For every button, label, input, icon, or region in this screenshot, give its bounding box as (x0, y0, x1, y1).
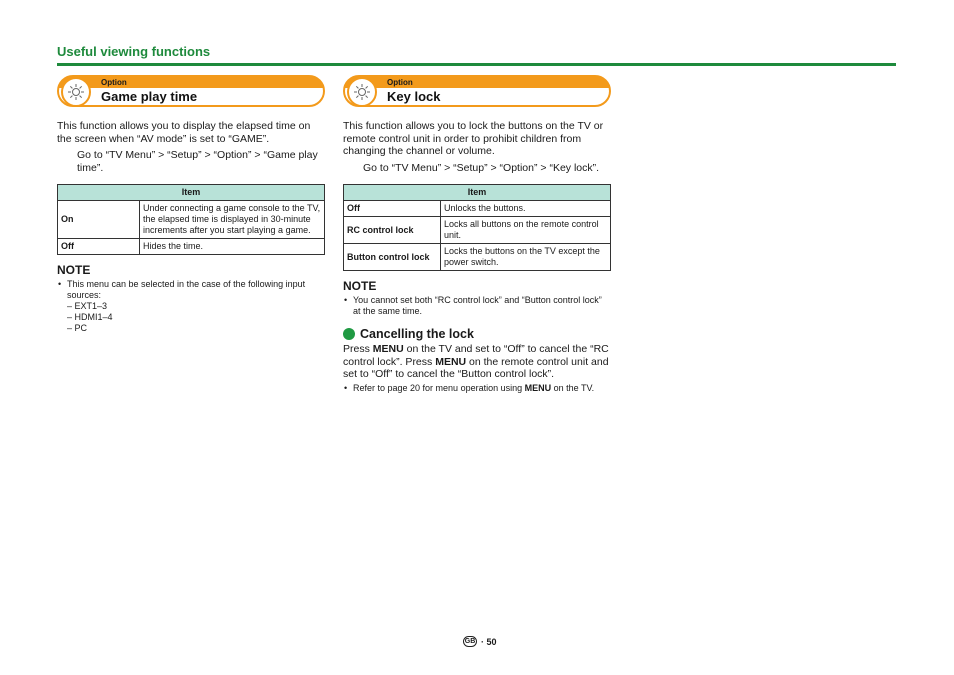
table-row (344, 201, 611, 217)
table-header: Item (344, 185, 611, 201)
note-subitem: – PC (67, 323, 88, 333)
note-subitem: – EXT1–3 (67, 301, 108, 311)
option-tag-label: Option (387, 78, 413, 87)
row-desc: Locks the buttons on the TV except the power switch. (441, 244, 611, 271)
note-item: • This menu can be selected in the case of the following input sources: (57, 279, 325, 301)
page-footer (463, 636, 497, 647)
option-tag-label: Option (101, 78, 127, 87)
note-subitem: – HDMI1–4 (67, 312, 113, 322)
text-span: on the remote control unit and set to “Off” to cancel the “Button control lock”. (343, 355, 609, 380)
game-play-time-intro: This function allows you to display the elapsed time on the screen when “AV mode” is set to “GAME”. (57, 120, 311, 145)
text-span: on the TV and set to “Off” to cancel the “RC control lock”. Press (343, 343, 609, 368)
game-play-time-title: Game play time (101, 89, 198, 104)
region-badge: GB (464, 638, 476, 645)
note-item: • You cannot set both “RC control lock” and “Button control lock” at the same time. (343, 295, 611, 317)
game-play-time-path: Go to “TV Menu” > “Setup” > “Option” > “Game play time”. (77, 149, 318, 174)
option-gear-icon (61, 77, 91, 107)
row-desc: Under connecting a game console to the TV, the elapsed time is displayed in 30-minute increments after you start playing a game. (140, 201, 325, 239)
note-list (343, 295, 611, 317)
game-play-time-header (57, 75, 325, 107)
row-label: Off (58, 239, 140, 255)
menu-keyword: MENU (435, 355, 467, 368)
row-label: RC control lock (344, 217, 441, 244)
row-desc: Unlocks the buttons. (441, 201, 611, 217)
cancelling-lock-title: Cancelling the lock (360, 327, 474, 341)
game-play-time-column (57, 75, 325, 334)
option-tag-bar (59, 77, 323, 88)
row-label: Off (344, 201, 441, 217)
key-lock-table (343, 184, 611, 271)
key-lock-intro: This function allows you to lock the buttons on the TV or remote control unit in order to prohibit children from changing the channel or volume. (343, 120, 604, 157)
table-header: Item (58, 185, 325, 201)
row-desc: Locks all buttons on the remote control unit. (441, 217, 611, 244)
menu-keyword: MENU (524, 382, 552, 393)
option-tag-bar (345, 77, 609, 88)
key-lock-column (343, 75, 611, 394)
row-label: Button control lock (344, 244, 441, 271)
green-dot-icon (343, 328, 355, 340)
page-number: · 50 (481, 636, 497, 647)
menu-keyword: MENU (372, 343, 404, 355)
table-row (58, 201, 325, 239)
text-span: Refer to page 20 for menu operation using (353, 382, 525, 393)
row-desc: Hides the time. (140, 239, 325, 255)
row-label: On (58, 201, 140, 239)
section-title: Useful viewing functions (57, 44, 211, 59)
note-heading: NOTE (343, 279, 377, 293)
key-lock-title: Key lock (387, 89, 441, 104)
note-item (343, 383, 611, 394)
text-span: Press (343, 343, 373, 355)
cancelling-lock-text (343, 343, 611, 381)
text-span: on the TV. (551, 382, 595, 393)
section-rule (57, 63, 896, 66)
table-row (344, 244, 611, 271)
note-list (57, 279, 325, 334)
game-play-time-table (57, 184, 325, 255)
key-lock-header (343, 75, 611, 107)
cancelling-lock-heading (343, 327, 611, 341)
cancel-note-list (343, 383, 611, 394)
note-heading: NOTE (57, 263, 91, 277)
table-row (58, 239, 325, 255)
key-lock-path: Go to “TV Menu” > “Setup” > “Option” > “Key lock”. (363, 161, 600, 174)
table-row (344, 217, 611, 244)
option-gear-icon (347, 77, 377, 107)
